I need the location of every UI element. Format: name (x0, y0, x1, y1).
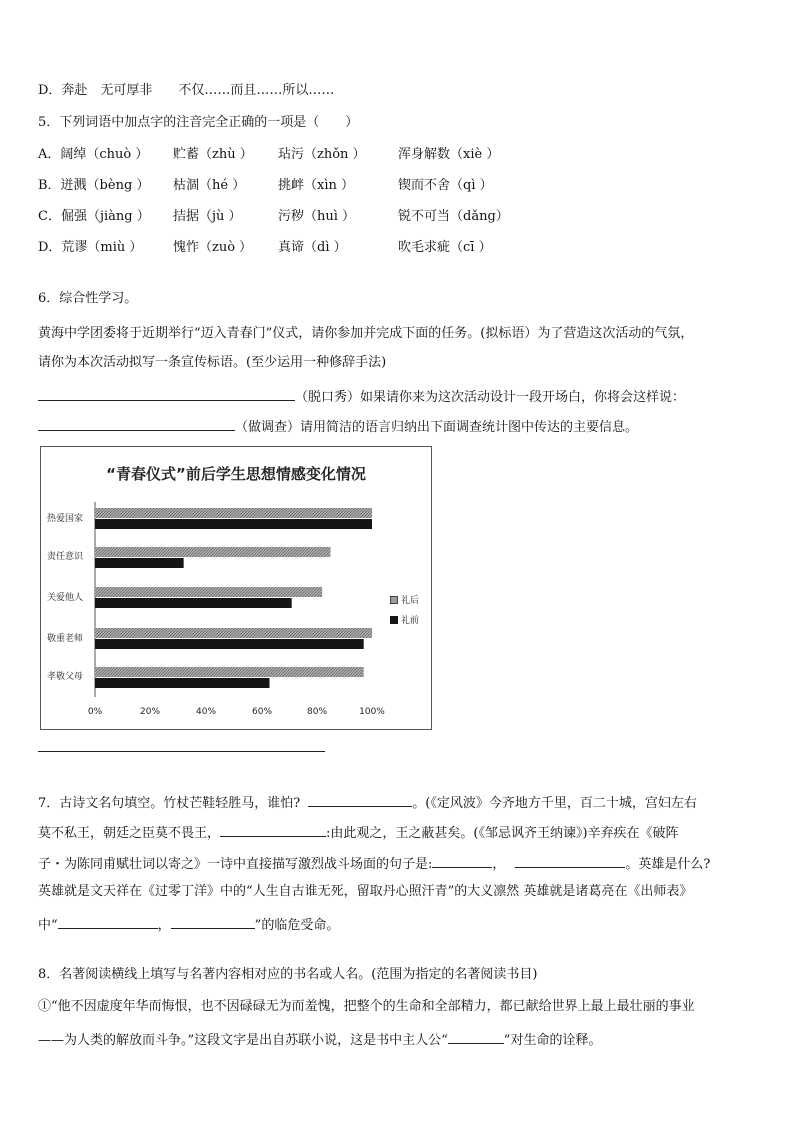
q6-speech-line (38, 386, 685, 407)
q5-option-b-1: B．迸溅（bèng ） (38, 178, 150, 193)
q7-blank-2[interactable] (220, 822, 326, 837)
q5-option-d-3: 真谛（dì ） (278, 240, 347, 255)
q7-line-1 (38, 792, 697, 813)
legend-label-before: 礼前 (401, 616, 420, 626)
bar-before (95, 678, 270, 688)
chart-plot (41, 447, 431, 729)
survey-bar-chart (40, 446, 432, 730)
bar-before (95, 558, 184, 568)
x-tick-label: 0% (87, 707, 103, 717)
category-label: 责任意识 (47, 552, 84, 562)
q8-paragraph-1: ①“他不因虚度年华而悔恨，也不因碌碌无为而羞愧，把整个的生命和全部精力，都已献给世界上最上最壮丽的事业 (38, 999, 695, 1014)
q7-l1a: 7．古诗文名句填空。竹杖芒鞋轻胜马，谁怕? (38, 796, 301, 811)
q7-line-3 (38, 853, 710, 874)
q8-blank-1[interactable] (448, 1029, 504, 1044)
q7-l2b: :由此观之，王之蔽甚矣。(《邹忌讽齐王纳谏》)辛弃疾在《破阵 (326, 826, 679, 841)
bar-after (95, 628, 372, 638)
speech-prompt: （脱口秀）如果请你来为这次活动设计一段开场白，你将会这样说： (295, 390, 686, 405)
bar-before (95, 639, 364, 649)
q7-blank-1[interactable] (308, 792, 412, 807)
q6-intro-2: 请你为本次活动拟写一条宣传标语。(至少运用一种修辞手法) (38, 355, 387, 370)
x-tick-label: 80% (306, 707, 328, 717)
q7-l3c: 。英雄是什么? (625, 857, 711, 872)
q5-option-a-2: 贮蓄（zhù ） (173, 147, 253, 162)
q5-option-d-1: D．荒谬（miù ） (38, 240, 143, 255)
q7-l5c: ”的临危受命。 (254, 918, 340, 933)
q5-option-d-2: 愧怍（zuò ） (173, 240, 253, 255)
q5-option-c-1: C．倔强（jiàng ） (38, 209, 150, 224)
q4-option-d: D．奔赴 无可厚非 不仅……而且……所以…… (38, 83, 335, 98)
bar-before (95, 519, 372, 529)
q8-p2a: ——为人类的解放而斗争。”这段文字是出自苏联小说，这是书中主人公“ (38, 1033, 448, 1048)
legend-swatch-before (390, 616, 398, 624)
q5-option-b-4: 锲而不舍（qì ） (398, 178, 493, 193)
legend-after (390, 593, 419, 606)
q7-line-2 (38, 822, 679, 843)
legend-label-after: 礼后 (401, 596, 420, 606)
q7-l5a: 中“ (38, 918, 58, 933)
q7-blank-5[interactable] (58, 914, 158, 929)
bar-after (95, 547, 330, 557)
bar-after (95, 508, 372, 518)
q7-line-4: 英雄就是文天祥在《过零丁洋》中的“人生自古谁无死，留取丹心照汗青”的大义凛然 英雄就是诸葛亮在《出师表》 (38, 884, 693, 899)
q5-option-d-4: 吹毛求疵（cī ） (398, 240, 492, 255)
q7-blank-3[interactable] (432, 853, 492, 868)
q5-option-b-3: 挑衅（xìn ） (278, 178, 354, 193)
x-tick-label: 100% (359, 707, 385, 717)
q5-option-c-4: 锐不可当（dǎng） (398, 209, 509, 224)
legend-before (390, 613, 419, 626)
q6-title: 6．综合性学习。 (38, 291, 138, 306)
q6-intro-1: 黄海中学团委将于近期举行“迈入青春门”仪式，请你参加并完成下面的任务。(拟标语）为了营造这次活动的气氛， (38, 326, 694, 341)
chart-title: “青春仪式”前后学生思想情感变化情况 (106, 465, 366, 483)
q5-stem: 5．下列词语中加点字的注音完全正确的一项是（ ） (38, 115, 359, 130)
x-tick-label: 40% (195, 707, 217, 717)
q7-l5b: ， (157, 918, 171, 933)
q7-l3a: 子・为陈同甫赋壮词以寄之》一诗中直接描写激烈战斗场面的句子是: (38, 857, 433, 872)
legend-swatch-after (390, 596, 398, 604)
bar-after (95, 587, 322, 597)
category-label: 关爱他人 (47, 593, 84, 603)
category-label: 敬重老师 (47, 634, 84, 644)
q8-title: 8．名著阅读横线上填写与名著内容相对应的书名或人名。(范围为指定的名著阅读书目) (38, 967, 538, 982)
speech-blank[interactable] (38, 416, 235, 431)
q7-blank-6[interactable] (171, 914, 255, 929)
q5-option-a-4: 浑身解数（xiè ） (398, 147, 500, 162)
q8-paragraph-2 (38, 1029, 601, 1050)
q5-option-c-2: 拮据（jù ） (173, 209, 242, 224)
q7-blank-4[interactable] (515, 853, 625, 868)
slogan-blank[interactable] (38, 386, 295, 401)
x-tick-label: 60% (251, 707, 273, 717)
q6-survey-line (38, 416, 638, 437)
bar-after (95, 667, 364, 677)
chart-answer-blank[interactable] (38, 737, 325, 752)
q7-l3b: ， (492, 857, 506, 872)
q7-line-5 (38, 914, 339, 935)
q8-p2b: ”对生命的诠释。 (503, 1033, 602, 1048)
q5-option-a-3: 玷污（zhǒn ） (278, 147, 366, 162)
q5-option-a-1: A．阔绰（chuò ） (38, 147, 149, 162)
bar-before (95, 598, 292, 608)
q7-l1b: 。(《定风波》今齐地方千里，百二十城，宫妇左右 (412, 796, 697, 811)
q5-option-b-2: 枯涸（hé ） (173, 178, 246, 193)
q5-option-c-3: 污秽（huì ） (278, 209, 356, 224)
category-label: 孝敬父母 (47, 672, 84, 682)
x-tick-label: 20% (139, 707, 161, 717)
survey-prompt: （做调查）请用简洁的语言归纳出下面调查统计图中传达的主要信息。 (235, 420, 639, 435)
q7-l2a: 莫不私王，朝廷之臣莫不畏王， (38, 826, 221, 841)
category-label: 热爱国家 (47, 514, 84, 524)
